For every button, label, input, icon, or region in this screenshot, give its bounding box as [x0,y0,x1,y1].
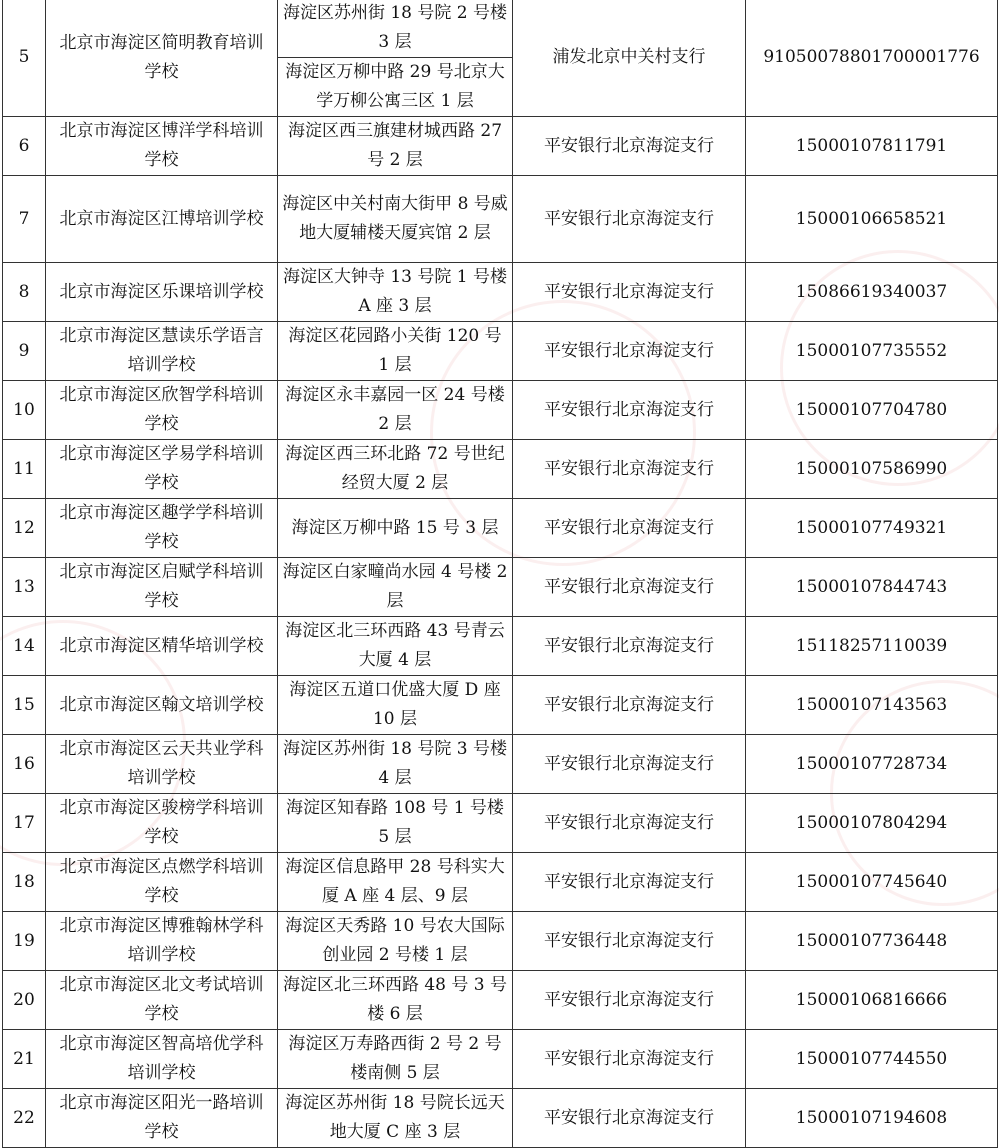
account-number: 15000107844743 [746,558,998,617]
row-number: 21 [3,1030,46,1089]
table-row [3,1030,998,1089]
school-address: 海淀区万寿路西街 2 号 2 号楼南侧 5 层 [278,1030,513,1089]
institution-table [2,0,998,1148]
table-row [3,263,998,322]
school-name: 北京市海淀区江博培训学校 [46,176,278,263]
table-row [3,176,998,263]
table-row [3,558,998,617]
account-number: 15000107704780 [746,381,998,440]
bank-name: 平安银行北京海淀支行 [513,381,746,440]
row-number: 14 [3,617,46,676]
bank-name: 平安银行北京海淀支行 [513,676,746,735]
bank-name: 平安银行北京海淀支行 [513,263,746,322]
school-name: 北京市海淀区学易学科培训学校 [46,440,278,499]
table-row [3,381,998,440]
row-number: 15 [3,676,46,735]
row-number: 5 [3,0,46,117]
bank-name: 平安银行北京海淀支行 [513,440,746,499]
row-number: 7 [3,176,46,263]
row-number: 17 [3,794,46,853]
account-number: 15000107744550 [746,1030,998,1089]
account-number: 15000107586990 [746,440,998,499]
account-number: 15000107735552 [746,322,998,381]
table-row [3,440,998,499]
row-number: 18 [3,853,46,912]
bank-name: 平安银行北京海淀支行 [513,117,746,176]
row-number: 12 [3,499,46,558]
account-number: 15000107194608 [746,1089,998,1148]
account-number: 15000107811791 [746,117,998,176]
school-address: 海淀区万柳中路 29 号北京大学万柳公寓三区 1 层 [278,58,513,117]
school-name: 北京市海淀区点燃学科培训学校 [46,853,278,912]
school-name: 北京市海淀区博雅翰林学科培训学校 [46,912,278,971]
school-address: 海淀区大钟寺 13 号院 1 号楼 A 座 3 层 [278,263,513,322]
table-row [3,971,998,1030]
school-address: 海淀区知春路 108 号 1 号楼 5 层 [278,794,513,853]
school-name: 北京市海淀区北文考试培训学校 [46,971,278,1030]
school-name: 北京市海淀区云天共业学科培训学校 [46,735,278,794]
account-number: 15118257110039 [746,617,998,676]
school-name: 北京市海淀区骏榜学科培训学校 [46,794,278,853]
school-name: 北京市海淀区简明教育培训学校 [46,0,278,117]
school-address: 海淀区万柳中路 15 号 3 层 [278,499,513,558]
school-name: 北京市海淀区智高培优学科培训学校 [46,1030,278,1089]
bank-name: 平安银行北京海淀支行 [513,558,746,617]
account-number: 15000107736448 [746,912,998,971]
table-row [3,0,998,58]
bank-name: 平安银行北京海淀支行 [513,1030,746,1089]
school-name: 北京市海淀区乐课培训学校 [46,263,278,322]
row-number: 11 [3,440,46,499]
account-number: 15086619340037 [746,263,998,322]
school-address: 海淀区苏州街 18 号院 2 号楼 3 层 [278,0,513,58]
table-row [3,853,998,912]
school-name: 北京市海淀区翰文培训学校 [46,676,278,735]
account-number: 15000107745640 [746,853,998,912]
table-row [3,794,998,853]
account-number: 15000106658521 [746,176,998,263]
school-name: 北京市海淀区趣学学科培训学校 [46,499,278,558]
bank-name: 平安银行北京海淀支行 [513,1089,746,1148]
row-number: 22 [3,1089,46,1148]
account-number: 15000106816666 [746,971,998,1030]
school-name: 北京市海淀区启赋学科培训学校 [46,558,278,617]
bank-name: 平安银行北京海淀支行 [513,853,746,912]
bank-name: 平安银行北京海淀支行 [513,499,746,558]
school-address: 海淀区北三环西路 48 号 3 号楼 6 层 [278,971,513,1030]
row-number: 16 [3,735,46,794]
bank-name: 平安银行北京海淀支行 [513,794,746,853]
bank-name: 平安银行北京海淀支行 [513,735,746,794]
school-name: 北京市海淀区阳光一路培训学校 [46,1089,278,1148]
row-number: 8 [3,263,46,322]
table-row [3,735,998,794]
row-number: 13 [3,558,46,617]
bank-name: 平安银行北京海淀支行 [513,971,746,1030]
school-address: 海淀区北三环西路 43 号青云大厦 4 层 [278,617,513,676]
school-address: 海淀区天秀路 10 号农大国际创业园 2 号楼 1 层 [278,912,513,971]
table-row [3,117,998,176]
school-name: 北京市海淀区慧读乐学语言培训学校 [46,322,278,381]
table-row [3,322,998,381]
row-number: 20 [3,971,46,1030]
bank-name: 平安银行北京海淀支行 [513,322,746,381]
bank-name: 平安银行北京海淀支行 [513,912,746,971]
table-row [3,912,998,971]
bank-name: 浦发北京中关村支行 [513,0,746,117]
school-address: 海淀区五道口优盛大厦 D 座 10 层 [278,676,513,735]
bank-name: 平安银行北京海淀支行 [513,176,746,263]
row-number: 6 [3,117,46,176]
account-number: 15000107749321 [746,499,998,558]
account-number: 15000107143563 [746,676,998,735]
school-address: 海淀区信息路甲 28 号科实大厦 A 座 4 层、9 层 [278,853,513,912]
school-address: 海淀区白家疃尚水园 4 号楼 2 层 [278,558,513,617]
school-name: 北京市海淀区精华培训学校 [46,617,278,676]
table-row [3,676,998,735]
row-number: 10 [3,381,46,440]
school-address: 海淀区西三环北路 72 号世纪经贸大厦 2 层 [278,440,513,499]
account-number: 91050078801700001776 [746,0,998,117]
school-address: 海淀区中关村南大街甲 8 号威地大厦辅楼天厦宾馆 2 层 [278,176,513,263]
school-address: 海淀区西三旗建材城西路 27 号 2 层 [278,117,513,176]
school-address: 海淀区永丰嘉园一区 24 号楼 2 层 [278,381,513,440]
school-address: 海淀区苏州街 18 号院长远天地大厦 C 座 3 层 [278,1089,513,1148]
account-number: 15000107728734 [746,735,998,794]
school-address: 海淀区苏州街 18 号院 3 号楼 4 层 [278,735,513,794]
school-address: 海淀区花园路小关街 120 号 1 层 [278,322,513,381]
school-name: 北京市海淀区博洋学科培训学校 [46,117,278,176]
row-number: 9 [3,322,46,381]
row-number: 19 [3,912,46,971]
table-row [3,617,998,676]
table-row [3,1089,998,1148]
table-row [3,499,998,558]
account-number: 15000107804294 [746,794,998,853]
school-name: 北京市海淀区欣智学科培训学校 [46,381,278,440]
bank-name: 平安银行北京海淀支行 [513,617,746,676]
